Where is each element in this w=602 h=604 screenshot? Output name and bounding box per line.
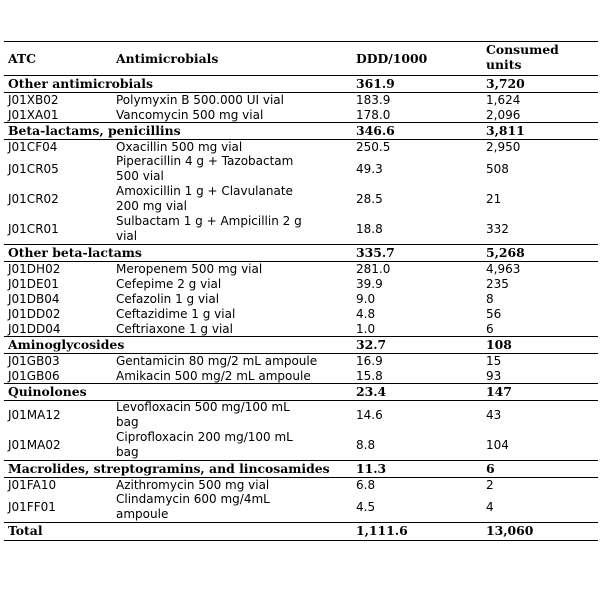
drug-name: Meropenem 500 mg vial [116, 262, 263, 276]
table-row [4, 306, 598, 321]
drug-name: Oxacillin 500 mg vial [116, 140, 243, 154]
drug-name: Sulbactam 1 g + Ampicillin 2 g [116, 214, 302, 228]
table-row [4, 492, 598, 522]
drug-name: 200 mg vial [116, 199, 187, 213]
units-value: 93 [486, 369, 502, 383]
ddd-value: 39.9 [356, 277, 383, 291]
group-name: Other antimicrobials [8, 76, 153, 91]
table-row [4, 261, 598, 276]
atc-code: J01DD02 [8, 307, 61, 321]
units-value: 1,624 [486, 93, 521, 107]
units-value: 56 [486, 307, 502, 321]
table-row [4, 184, 598, 214]
table-row [4, 276, 598, 291]
atc-code: J01FF01 [8, 500, 56, 514]
group-units: 3,811 [486, 123, 525, 138]
ddd-value: 178.0 [356, 108, 391, 122]
group-units: 3,720 [486, 76, 525, 91]
group-row [4, 122, 598, 139]
group-name: Quinolones [8, 384, 87, 399]
ddd-value: 6.8 [356, 478, 376, 492]
table-row [4, 139, 598, 154]
group-units: 147 [486, 384, 512, 399]
ddd-value: 49.3 [356, 162, 383, 176]
units-value: 332 [486, 222, 509, 236]
total-units: 13,060 [486, 523, 534, 538]
atc-code: J01CF04 [8, 140, 58, 154]
group-row [4, 336, 598, 353]
table-row [4, 154, 598, 184]
ddd-value: 250.5 [356, 140, 391, 154]
ddd-value: 16.9 [356, 354, 383, 368]
table-row [4, 477, 598, 492]
drug-name: bag [116, 415, 139, 429]
table-row [4, 430, 598, 460]
group-ddd: 335.7 [356, 245, 395, 260]
atc-code: J01XA01 [8, 108, 59, 122]
units-value: 2 [486, 478, 494, 492]
ddd-value: 1.0 [356, 322, 376, 336]
drug-name: vial [116, 229, 138, 243]
atc-code: J01DB04 [8, 292, 60, 306]
total-ddd: 1,111.6 [356, 523, 408, 538]
drug-name: Azithromycin 500 mg vial [116, 478, 270, 492]
atc-code: J01DH02 [8, 262, 61, 276]
group-units: 5,268 [486, 245, 525, 260]
table-header-row [4, 41, 598, 75]
total-row [4, 522, 598, 540]
units-value: 21 [486, 192, 502, 206]
group-row [4, 244, 598, 261]
group-ddd: 23.4 [356, 384, 387, 399]
header-units-line2: units [486, 57, 522, 72]
group-row [4, 75, 598, 92]
table-row [4, 321, 598, 336]
atc-code: J01FA10 [8, 478, 57, 492]
group-units: 108 [486, 337, 512, 352]
atc-code: J01DE01 [8, 277, 59, 291]
group-ddd: 32.7 [356, 337, 387, 352]
atc-code: J01DD04 [8, 322, 61, 336]
units-value: 508 [486, 162, 509, 176]
units-value: 104 [486, 438, 509, 452]
atc-code: J01CR01 [8, 222, 59, 236]
drug-name: Clindamycin 600 mg/4mL [116, 492, 270, 506]
header-units-line1: Consumed [486, 42, 559, 57]
ddd-value: 281.0 [356, 262, 391, 276]
units-value: 235 [486, 277, 509, 291]
header-ddd: DDD/1000 [356, 51, 428, 66]
header-atc: ATC [8, 51, 37, 66]
table-row [4, 368, 598, 383]
table-row [4, 353, 598, 368]
ddd-value: 4.5 [356, 500, 376, 514]
drug-name: Ceftazidime 1 g vial [116, 307, 236, 321]
ddd-value: 18.8 [356, 222, 383, 236]
table-row [4, 107, 598, 122]
drug-name: Ceftriaxone 1 g vial [116, 322, 233, 336]
group-ddd: 346.6 [356, 123, 395, 138]
table-row [4, 214, 598, 244]
ddd-value: 9.0 [356, 292, 376, 306]
ddd-value: 183.9 [356, 93, 391, 107]
atc-code: J01MA12 [8, 408, 61, 422]
drug-name: Amikacin 500 mg/2 mL ampoule [116, 369, 311, 383]
drug-name: Gentamicin 80 mg/2 mL ampoule [116, 354, 318, 368]
total-label: Total [8, 523, 43, 538]
atc-code: J01CR05 [8, 162, 59, 176]
drug-name: Levofloxacin 500 mg/100 mL [116, 400, 290, 414]
ddd-value: 15.8 [356, 369, 383, 383]
group-row [4, 383, 598, 400]
units-value: 4,963 [486, 262, 521, 276]
group-name: Beta-lactams, penicillins [8, 123, 181, 138]
drug-name: bag [116, 445, 139, 459]
group-row [4, 460, 598, 477]
drug-name: ampoule [116, 507, 169, 521]
atc-code: J01CR02 [8, 192, 59, 206]
drug-name: Cefepime 2 g vial [116, 277, 222, 291]
ddd-value: 8.8 [356, 438, 376, 452]
table-row [4, 400, 598, 430]
group-name: Other beta-lactams [8, 245, 142, 260]
units-value: 4 [486, 500, 494, 514]
header-antimicrobials: Antimicrobials [116, 51, 219, 66]
ddd-value: 28.5 [356, 192, 383, 206]
drug-name: Amoxicillin 1 g + Clavulanate [116, 184, 293, 198]
group-ddd: 361.9 [356, 76, 395, 91]
ddd-value: 4.8 [356, 307, 376, 321]
units-value: 6 [486, 322, 494, 336]
units-value: 2,950 [486, 140, 521, 154]
ddd-value: 14.6 [356, 408, 383, 422]
atc-code: J01MA02 [8, 438, 61, 452]
atc-code: J01GB06 [8, 369, 60, 383]
units-value: 2,096 [486, 108, 521, 122]
group-ddd: 11.3 [356, 461, 387, 476]
group-units: 6 [486, 461, 495, 476]
drug-name: Piperacillin 4 g + Tazobactam [116, 154, 294, 168]
table-row [4, 92, 598, 107]
atc-code: J01GB03 [8, 354, 60, 368]
units-value: 15 [486, 354, 502, 368]
drug-name: Polymyxin B 500.000 UI vial [116, 93, 284, 107]
units-value: 43 [486, 408, 502, 422]
atc-code: J01XB02 [8, 93, 59, 107]
drug-name: Ciprofloxacin 200 mg/100 mL [116, 430, 293, 444]
units-value: 8 [486, 292, 494, 306]
table-row [4, 291, 598, 306]
drug-name: 500 vial [116, 169, 164, 183]
group-name: Macrolides, streptogramins, and lincosamides [8, 461, 330, 476]
group-name: Aminoglycosides [8, 337, 125, 352]
drug-name: Vancomycin 500 mg vial [116, 108, 264, 122]
table-rule [4, 540, 598, 541]
drug-name: Cefazolin 1 g vial [116, 292, 220, 306]
